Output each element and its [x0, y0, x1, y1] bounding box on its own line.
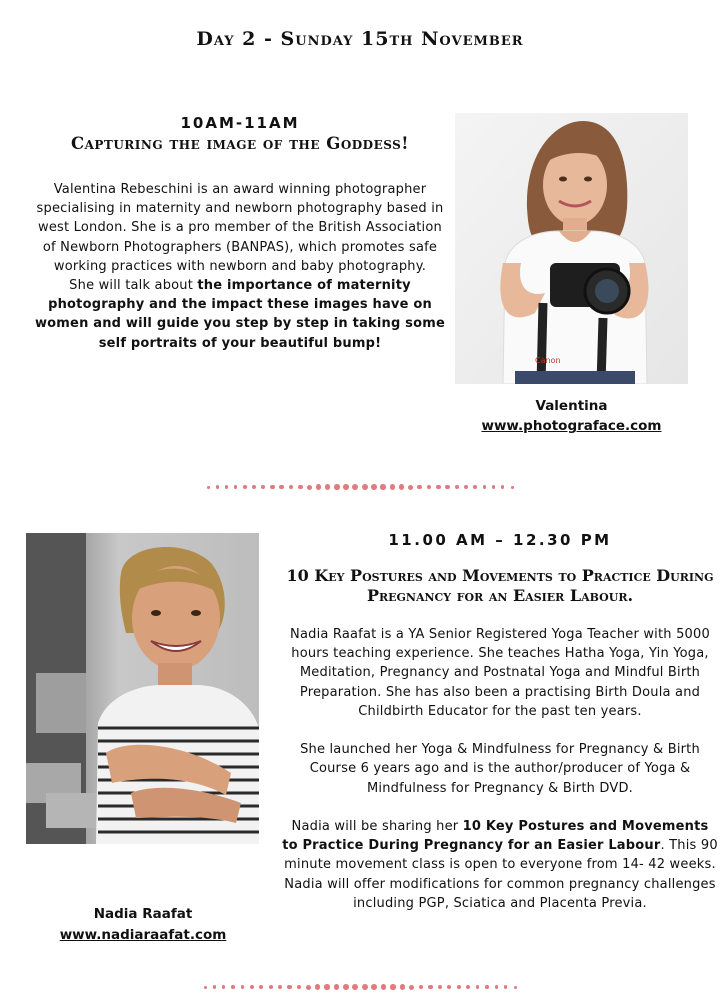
divider-dot: [511, 486, 514, 489]
divider-dot: [399, 484, 404, 489]
divider-dot: [457, 985, 461, 989]
divider-dot: [316, 484, 321, 489]
divider-dot: [315, 984, 320, 989]
divider-dot: [352, 984, 358, 990]
divider-dot: [325, 484, 330, 489]
session-2-details: . This 90 minute movement class is open to everyone from 14- 42 weeks. Nadia will offer modifications for common pregnancy challenges including PGP, Sciatica and Placenta Previa.: [284, 838, 718, 911]
session-1-title: Capturing the image of the Goddess!: [70, 134, 410, 153]
nadia-photo: [26, 533, 259, 844]
divider-dot: [297, 985, 302, 990]
divider-dot: [408, 485, 413, 490]
divider-dot: [243, 485, 247, 489]
divider-dot: [445, 485, 449, 489]
nadia-website-link[interactable]: www.nadiaraafat.com: [59, 927, 227, 943]
divider-dot: [279, 485, 283, 489]
valentina-website-link[interactable]: www.photograface.com: [481, 418, 662, 434]
session-2-time: 11.00 AM – 12.30 PM: [388, 531, 612, 549]
session-2-course: She launched her Yoga & Mindfulness for Pregnancy & Birth Course 6 years ago and is the author/producer of Yoga & Mindfulness for Pregnancy & Birth DVD.: [300, 742, 700, 796]
divider-dot: [334, 984, 340, 990]
divider-dot: [234, 485, 238, 489]
divider-dot: [381, 984, 387, 990]
session-2-title: 10 Key Postures and Movements to Practice During Pregnancy for an Easier Labour.: [286, 566, 714, 605]
divider-dot: [417, 485, 422, 490]
session-2-highlight: 10 Key Postures and Movements to Practice During Pregnancy for an Easier Labour: [282, 819, 709, 854]
divider-dot: [483, 485, 487, 489]
divider-dot: [362, 484, 368, 490]
divider-dot: [504, 985, 507, 988]
divider-dot: [231, 985, 235, 989]
divider-dot: [419, 985, 424, 990]
divider-dot: [371, 984, 377, 990]
divider-dot: [252, 485, 256, 489]
divider-dot: [207, 486, 210, 489]
session-1-time: 10AM-11AM: [180, 114, 300, 132]
divider-dot: [261, 485, 265, 489]
divider-dot: [390, 984, 395, 989]
divider-dot: [298, 485, 303, 490]
camera-brand-label: Canon: [535, 356, 561, 365]
divider-dot: [455, 485, 459, 489]
divider-dot: [390, 484, 395, 489]
divider-dot: [428, 985, 433, 990]
divider-dot: [343, 484, 349, 490]
divider-dot: [250, 985, 254, 989]
divider-dot: [269, 985, 273, 989]
valentina-name: Valentina: [535, 398, 608, 414]
divider-dot: [371, 484, 377, 490]
session-2-description: [282, 625, 718, 932]
divider-dot: [400, 984, 405, 989]
divider-dot: [270, 485, 274, 489]
divider-dot: [436, 485, 440, 489]
section-divider-bottom: [0, 982, 720, 992]
divider-dot: [427, 485, 432, 490]
divider-dot: [492, 485, 495, 488]
divider-dot: [216, 485, 219, 488]
divider-dot: [495, 985, 498, 988]
divider-dot: [289, 485, 294, 490]
session-1-bio: Valentina Rebeschini is an award winning photographer specialising in maternity and newborn photography based in west London. She is a pro member of the British Association of Newborn Photographers (BANPAS), which promotes safe working practices with newborn and baby photography.: [36, 182, 444, 274]
divider-dot: [501, 485, 504, 488]
divider-dot: [324, 984, 329, 989]
nadia-name: Nadia Raafat: [93, 906, 193, 922]
section-divider: [0, 482, 720, 492]
divider-dot: [278, 985, 282, 989]
divider-dot: [438, 985, 442, 989]
page-title: Day 2 - Sunday 15th November: [196, 28, 524, 50]
divider-dot: [352, 484, 358, 490]
divider-dot: [514, 986, 517, 989]
session-1-lead: She will talk about: [69, 278, 198, 294]
divider-dot: [464, 485, 468, 489]
divider-dot: [287, 985, 292, 990]
session-2-bio: Nadia Raafat is a YA Senior Registered Yoga Teacher with 5000 hours teaching experience. She teaches Hatha Yoga, Yin Yoga, Meditation, Pregnancy and Postnatal Yoga and Mindful Birth Preparation. She has also been a practising Birth Doula and Childbirth Educator for the past ten years.: [290, 627, 710, 719]
divider-dot: [241, 985, 245, 989]
divider-dot: [476, 985, 480, 989]
divider-dot: [447, 985, 451, 989]
divider-dot: [409, 985, 414, 990]
divider-dot: [485, 985, 489, 989]
divider-dot: [204, 986, 207, 989]
divider-dot: [259, 985, 263, 989]
divider-dot: [343, 984, 349, 990]
session-1-description: [30, 180, 450, 353]
valentina-photo: [455, 113, 688, 384]
divider-dot: [306, 985, 311, 990]
divider-dot: [473, 485, 477, 489]
divider-dot: [334, 484, 340, 490]
divider-dot: [362, 984, 368, 990]
divider-dot: [380, 484, 386, 490]
session-2-lead: Nadia will be sharing her: [291, 819, 463, 834]
divider-dot: [307, 485, 312, 490]
divider-dot: [225, 485, 228, 488]
divider-dot: [222, 985, 225, 988]
session-2-class-info: [282, 817, 718, 913]
divider-dot: [213, 985, 216, 988]
session-1-highlight: the importance of maternity photography and the impact these images have on women and will guide you step by step in taking some self portraits of your beautiful bump!: [34, 278, 446, 351]
divider-dot: [466, 985, 470, 989]
